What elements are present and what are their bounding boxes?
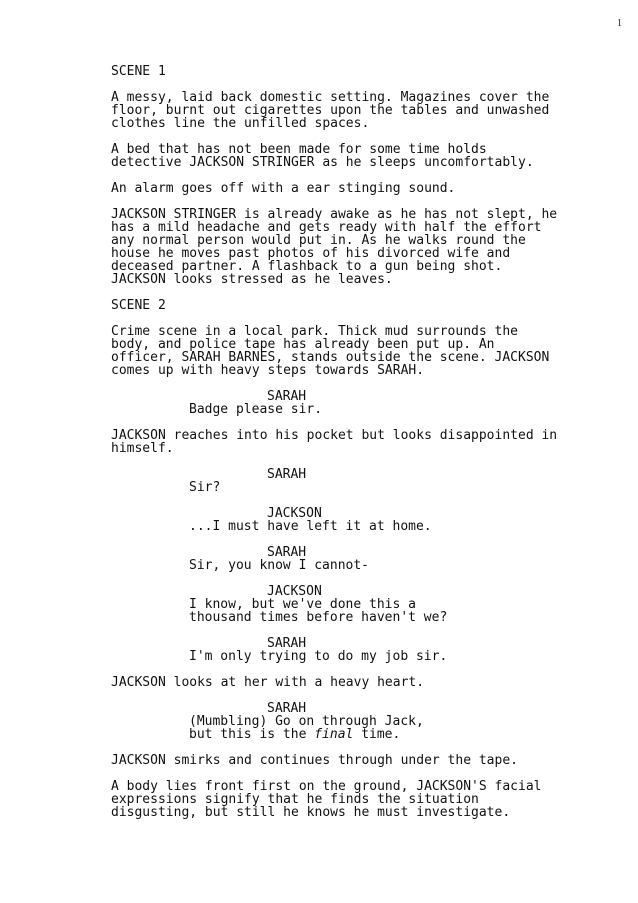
dialogue-line: I'm only trying to do my job sir. [189, 649, 448, 664]
action-paragraph: JACKSON smirks and continues through under the tape. [111, 753, 518, 768]
character-name: SARAH [267, 467, 307, 482]
action-paragraph: JACKSON looks at her with a heavy heart. [111, 675, 425, 690]
dialogue-block [111, 546, 611, 572]
dialogue-line [189, 715, 611, 741]
dialogue-line: ...I must have left it at home. [189, 519, 432, 534]
dialogue-block [111, 390, 611, 416]
character-name: SARAH [267, 389, 307, 404]
dialogue-block [111, 702, 611, 741]
screenplay-body [111, 65, 611, 832]
dialogue-line: Badge please sir. [189, 402, 323, 417]
dialogue-text: time. [353, 727, 401, 742]
dialogue-line: I know, but we've done this a thousand times before haven't we? [189, 597, 448, 625]
dialogue-block [111, 585, 611, 624]
character-name: SARAH [267, 636, 307, 651]
dialogue-text: (Mumbling) Go on through Jack, but this is the [189, 714, 424, 742]
scene-heading: SCENE 2 [111, 298, 166, 313]
action-paragraph: Crime scene in a local park. Thick mud surrounds the body, and police tape has already been put up. An officer, SARAH BARNES, stands outside the scene. JACKSON comes up with heavy steps towards SARAH. [111, 324, 550, 378]
action-paragraph: An alarm goes off with a ear stinging sound. [111, 181, 456, 196]
page-number: 1 [617, 18, 622, 29]
scene-heading: SCENE 1 [111, 64, 166, 79]
dialogue-block [111, 468, 611, 494]
character-name: JACKSON [267, 584, 322, 599]
dialogue-block [111, 507, 611, 533]
character-name: SARAH [267, 701, 307, 716]
character-name: JACKSON [267, 506, 322, 521]
action-paragraph: JACKSON STRINGER is already awake as he has not slept, he has a mild headache and gets ready with half the effort any normal person would put in. As he walks round the house he moves past photos of his divorced wife and deceased partner. A flashback to a gun being shot. JACKSON looks stressed as he leaves. [111, 207, 558, 287]
action-paragraph: A messy, laid back domestic setting. Magazines cover the floor, burnt out cigarettes upon the tables and unwashed clothes line the unfilled spaces. [111, 90, 550, 131]
dialogue-line: Sir, you know I cannot- [189, 558, 370, 573]
action-paragraph: A bed that has not been made for some time holds detective JACKSON STRINGER as he sleeps uncomfortably. [111, 142, 534, 170]
action-paragraph: JACKSON reaches into his pocket but looks disappointed in himself. [111, 428, 558, 456]
action-paragraph: A body lies front first on the ground, JACKSON'S facial expressions signify that he finds the situation disgusting, but still he knows he must investigate. [111, 779, 542, 820]
dialogue-block [111, 637, 611, 663]
character-name: SARAH [267, 545, 307, 560]
emphasis-text: final [314, 727, 354, 742]
dialogue-line: Sir? [189, 480, 221, 495]
